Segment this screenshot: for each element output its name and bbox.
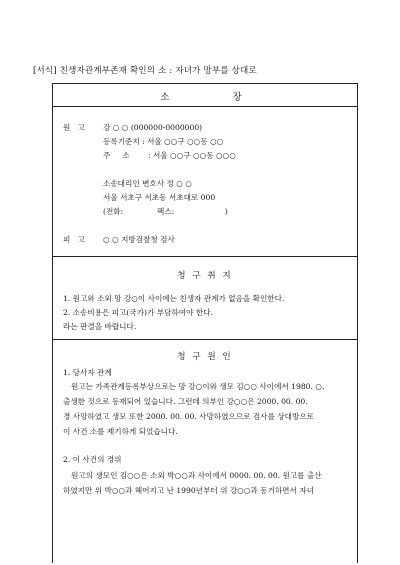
reason-1-line: 이 사건 소를 제기하게 되었습니다.	[63, 427, 178, 436]
document-title: 소 장	[160, 92, 250, 103]
counsel-phone: (전화: 팩스: )	[103, 207, 228, 216]
counsel-address: 서울 서초구 서초동 서초대로 000	[103, 193, 216, 202]
reason-1-line: 경 사망하였고 생모 또한 2000. 00. 00. 사망하였으므로 검사를 상대방으로	[63, 412, 315, 421]
section-divider	[53, 256, 357, 257]
title-row	[53, 84, 357, 107]
claim-heading: 청 구 취 지	[177, 271, 233, 281]
document-caption: [서식] 친생자관계부존재 확인의 소 : 자녀가 망부를 상대로	[33, 66, 257, 76]
reason-2-line: 하였지만 위 박○○과 헤어지고 난 1990년부터 위 강○○과 동거하면서 자녀	[63, 486, 314, 495]
claim-item: 1. 원고와 소외 망 강○이 사이에는 친생자 관계가 없음을 확인한다.	[63, 294, 285, 303]
counsel-line: 소송대리인 변호사 정 ○ ○	[103, 179, 192, 188]
reason-1-line: 출생한 것으로 등재되어 있습니다. 그런데 의부인 강○○은 2000. 00. 00.	[63, 397, 308, 406]
reason-2-line: 원고의 생모인 김○○은 소외 박○○과 사이에서 0000. 00. 00. 원고를 출산	[71, 471, 322, 480]
plaintiff-name: 강 ○ ○ (000000-0000000)	[103, 123, 203, 132]
reason-1-title: 1. 당사자 관계	[63, 368, 112, 377]
reason-2-title: 2. 이 사건의 경위	[63, 455, 122, 464]
plaintiff-registry: 등록기준지 : 서울 ○○구 ○○동 ○○	[103, 137, 224, 146]
claim-closing: 라는 판결을 바랍니다.	[63, 322, 137, 331]
claim-item: 2. 소송비용은 피고(국가)가 부담하여야 한다.	[63, 308, 213, 317]
section-divider	[53, 339, 357, 340]
defendant-label: 피 고	[63, 235, 85, 244]
plaintiff-label: 원 고	[63, 123, 85, 132]
reason-heading: 청 구 원 인	[177, 352, 233, 362]
plaintiff-address-label: 주 소	[103, 151, 130, 160]
defendant-value: ○ ○ 지방검찰청 검사	[103, 235, 175, 244]
reason-1-line: 원고는 가족관계등록부상으로는 망 강○이와 생모 김○○ 사이에서 1980. ○.	[71, 382, 325, 391]
complaint-form	[52, 83, 358, 563]
plaintiff-address: : 서울 ○○구 ○○동 ○○○	[148, 151, 236, 160]
